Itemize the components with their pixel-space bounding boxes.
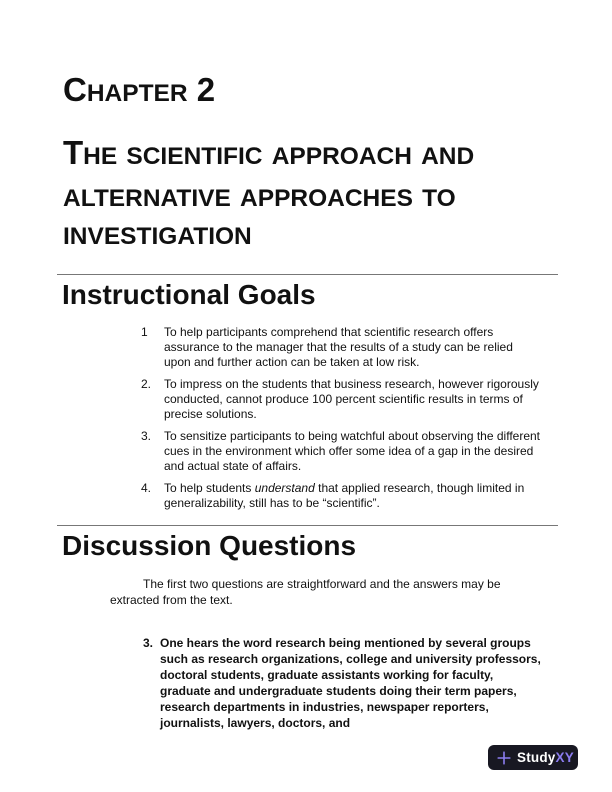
title-text: HAPTER xyxy=(86,80,188,107)
list-marker: 1 xyxy=(141,325,148,339)
title-text: 2 xyxy=(187,71,216,108)
list-item xyxy=(141,481,541,511)
list-item xyxy=(143,635,612,731)
title-text: APPROACHES xyxy=(240,185,413,212)
list-marker: 4. xyxy=(141,481,152,495)
title-text xyxy=(413,176,422,213)
studyxy-logo[interactable] xyxy=(488,745,578,770)
brand-xy: XY xyxy=(555,750,574,765)
title-text xyxy=(263,134,272,171)
section-divider xyxy=(57,274,558,275)
list-item xyxy=(141,325,541,370)
title-text: INVESTIGATION xyxy=(63,223,252,250)
title-text: ALTERNATIVE xyxy=(63,185,231,212)
title-text xyxy=(117,134,126,171)
title-text xyxy=(231,176,240,213)
title-text: APPROACH xyxy=(271,143,412,170)
heading-instructional-goals: Instructional Goals xyxy=(62,279,316,310)
title-text: TO xyxy=(422,185,456,212)
instructional-goals-list xyxy=(141,325,541,511)
plus-icon xyxy=(496,750,512,766)
list-marker: 3. xyxy=(143,636,154,650)
list-marker: 2. xyxy=(141,377,152,391)
title-text: SCIENTIFIC xyxy=(126,143,263,170)
chapter-label xyxy=(63,72,562,115)
list-item-text: To sensitize participants to being watchful about observing the different cues in the environment which offer some idea of a gap in the desired and actual state of affairs. xyxy=(164,429,541,473)
list-item xyxy=(141,377,541,422)
title-text: AND xyxy=(421,143,475,170)
list-item-text: To help participants comprehend that scientific research offers assurance to the manager that the results of a study can be relied upon and further action can be taken at low risk. xyxy=(164,325,513,369)
list-item-text: To help students understand that applied research, though limited in generalizability, still has to be “scientific”. xyxy=(164,481,525,510)
brand-wordmark xyxy=(517,750,574,765)
chapter-title xyxy=(63,135,545,257)
section-divider xyxy=(57,525,558,526)
list-marker: 3. xyxy=(141,429,152,443)
title-text xyxy=(412,134,421,171)
title-text: HE xyxy=(83,143,118,170)
list-item-text: One hears the word research being mentioned by several groups such as research organizations, college and university professors, doctoral students, graduate assistants working for faculty, graduate and undergraduate students doing their term papers, research departments in industries, newspaper reporters, journalists, lawyers, doctors, and xyxy=(160,636,541,730)
brand-study: Study xyxy=(517,750,556,765)
list-item-text: To impress on the students that business research, however rigorously conducted, cannot produce 100 percent scientific results in terms of precise solutions. xyxy=(164,377,539,421)
title-text: T xyxy=(63,134,84,171)
list-item xyxy=(141,429,541,474)
title-text: C xyxy=(63,71,87,108)
chapter-heading xyxy=(63,72,562,257)
discussion-question-list xyxy=(143,635,612,731)
discussion-intro: The first two questions are straightforward and the answers may be extracted from the text. xyxy=(110,577,501,607)
heading-discussion-questions: Discussion Questions xyxy=(62,530,357,561)
